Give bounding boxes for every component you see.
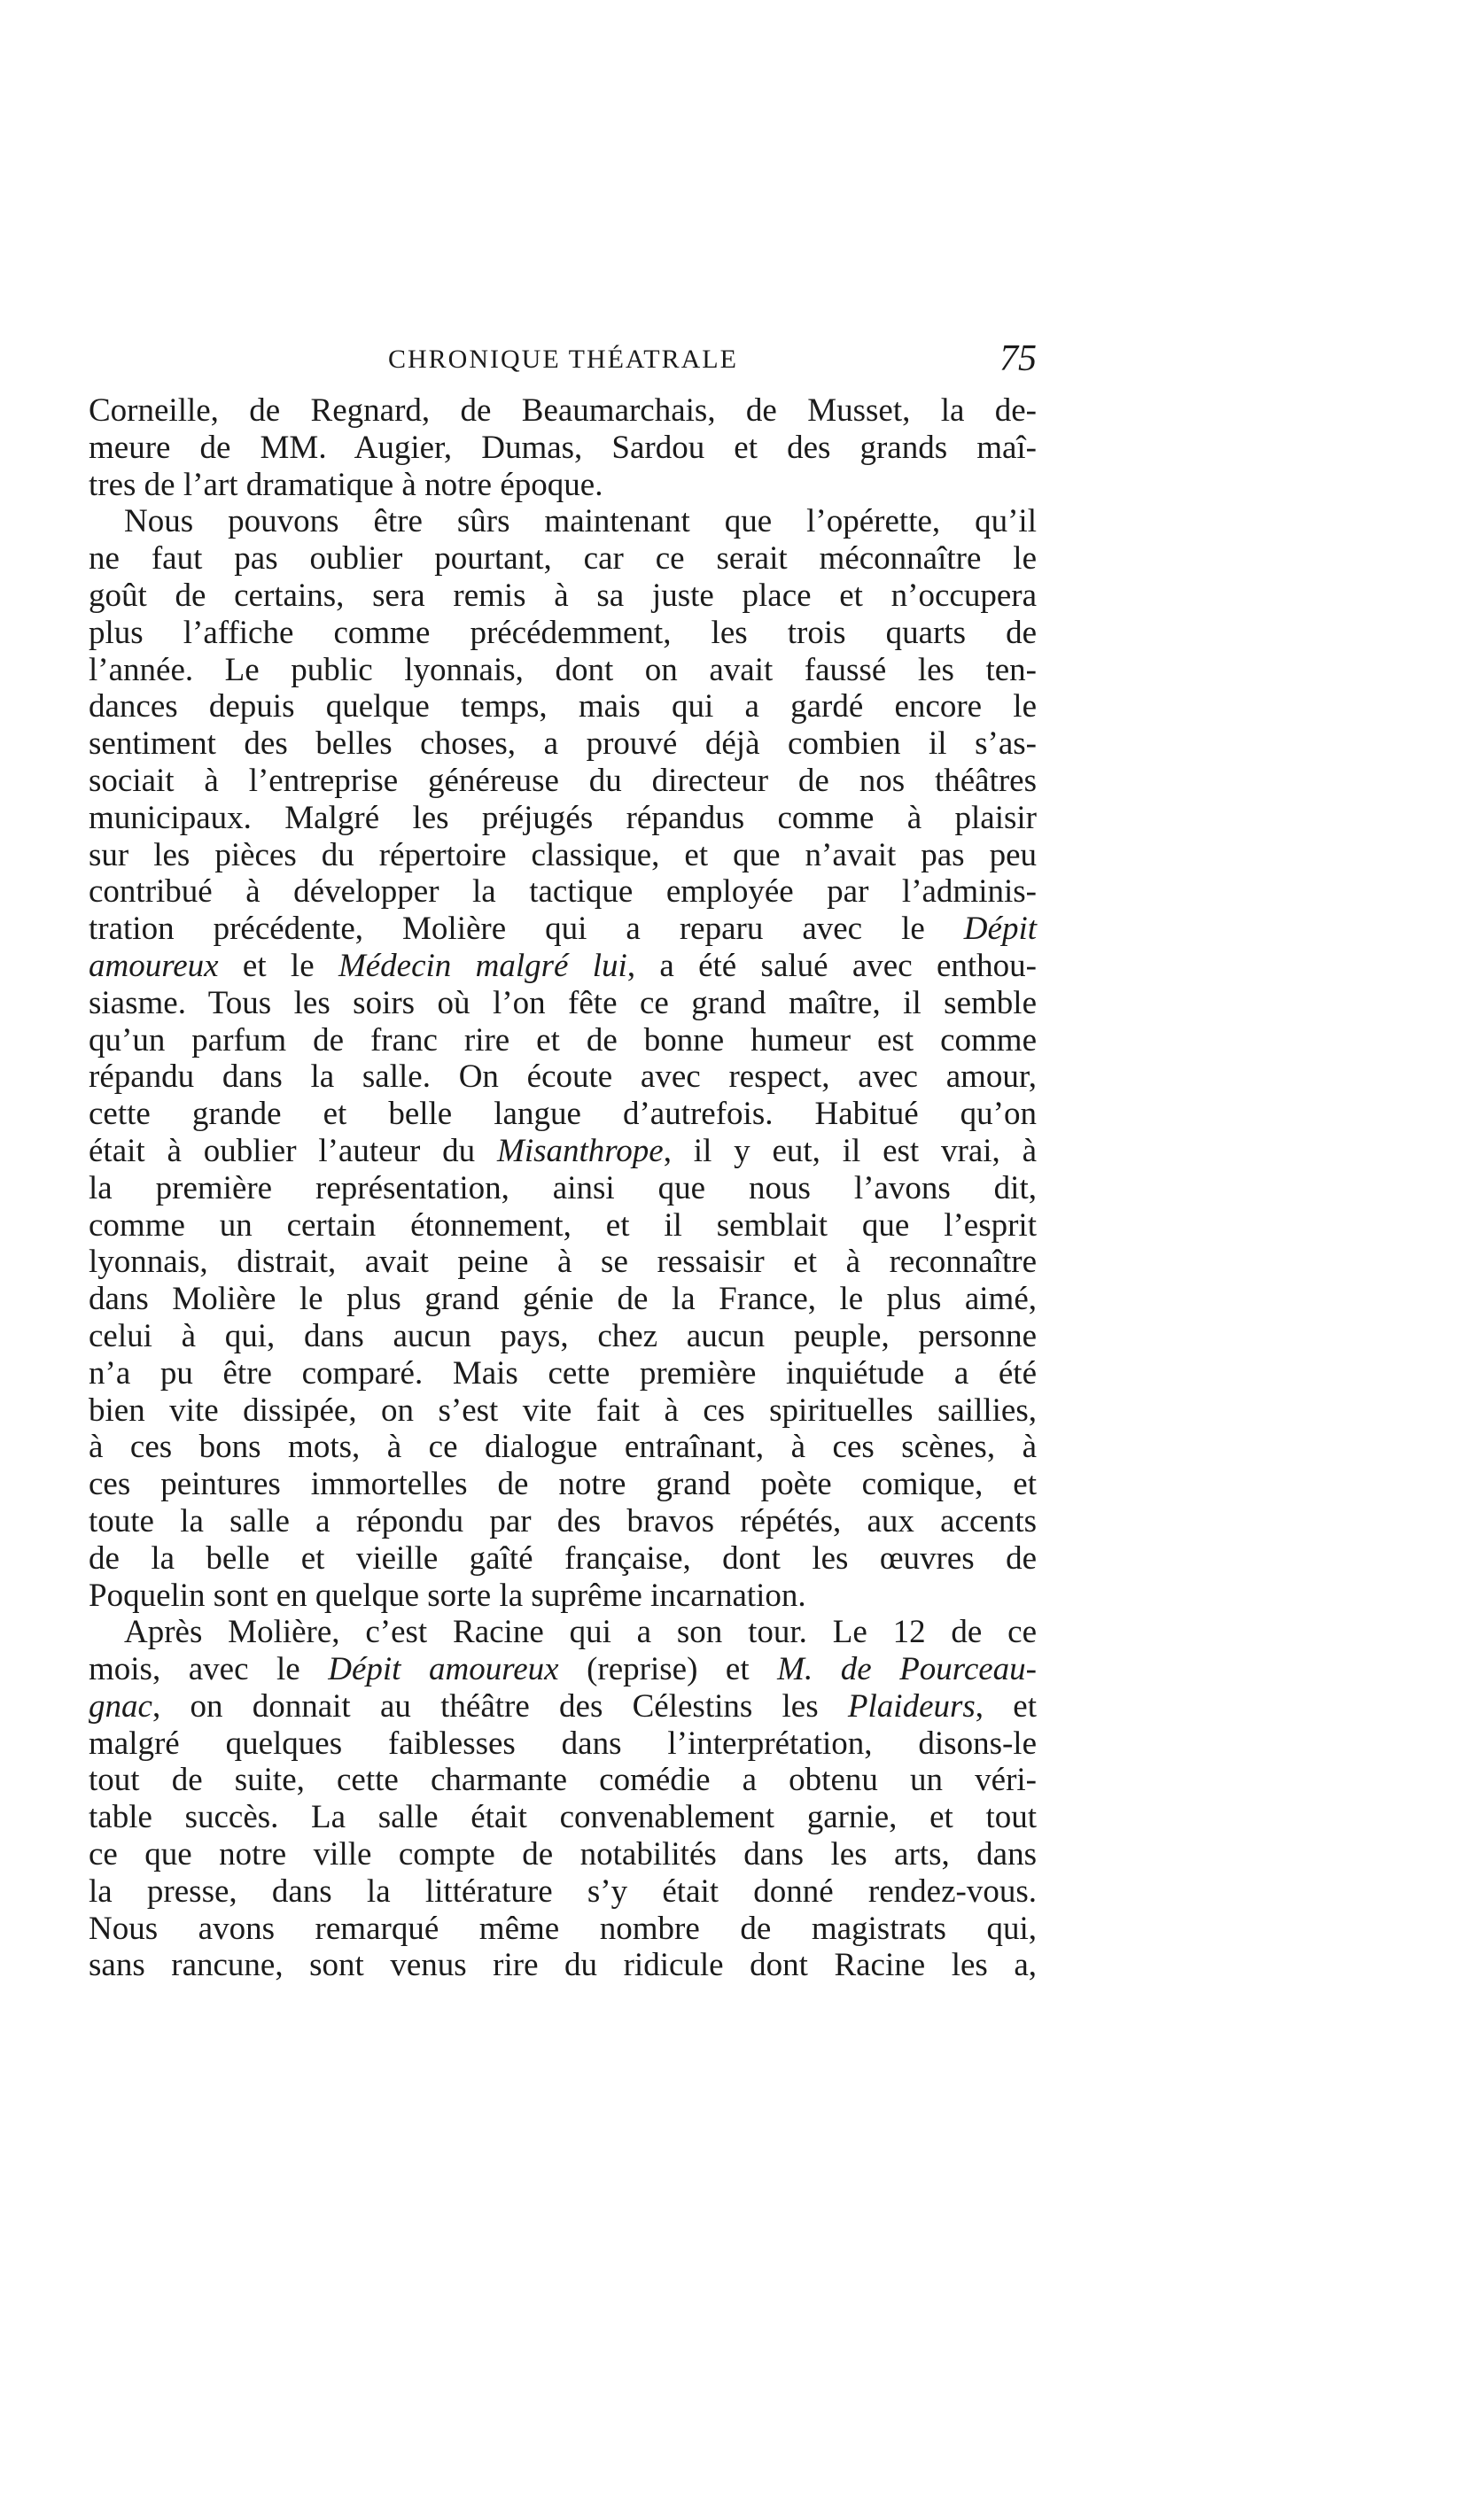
text-run: comme un certain étonnement, et il semblait que l’esprit — [89, 1206, 1037, 1244]
italic-title: gnac — [89, 1687, 152, 1725]
text-line — [89, 1578, 1037, 1615]
text-line — [89, 1058, 1037, 1096]
text-run: Nous pouvons être sûrs maintenant que l’opérette, qu’il — [124, 503, 1037, 540]
text-line — [89, 652, 1037, 689]
text-run: contribué à développer la tactique employée par l’adminis- — [89, 873, 1037, 911]
text-run: sentiment des belles choses, a prouvé déjà combien il s’as- — [89, 725, 1037, 763]
text-line — [89, 688, 1037, 725]
text-line — [89, 1836, 1037, 1873]
text-run: , on donnait au théâtre des Célestins les — [152, 1687, 848, 1725]
text-run: , et — [975, 1687, 1038, 1725]
text-run: sur les pièces du répertoire classique, et que n’avait pas peu — [89, 836, 1037, 873]
text-run: n’a pu être comparé. Mais cette première inquiétude a été — [89, 1354, 1037, 1392]
text-run: bien vite dissipée, on s’est vite fait à ces spirituelles saillies, — [89, 1392, 1037, 1429]
text-run: répandu dans la salle. On écoute avec respect, avec amour, — [89, 1058, 1037, 1096]
text-run: malgré quelques faiblesses dans l’interprétation, disons-le — [89, 1725, 1037, 1762]
text-line — [89, 725, 1037, 763]
text-line — [89, 1725, 1037, 1763]
text-line — [89, 1540, 1037, 1578]
text-line — [89, 540, 1037, 578]
text-run: toute la salle a répondu par des bravos répétés, aux accents — [89, 1502, 1037, 1539]
text-run: tres de l’art dramatique à notre époque. — [89, 466, 603, 503]
text-run: qu’un parfum de franc rire et de bonne humeur est comme — [89, 1021, 1037, 1058]
italic-title: M. de Pourceau- — [777, 1651, 1038, 1688]
text-line — [89, 1392, 1037, 1430]
text-line — [89, 1688, 1037, 1725]
text-line — [89, 1614, 1037, 1651]
text-line — [89, 503, 1037, 540]
text-line — [89, 1947, 1037, 1984]
italic-title: Médecin malgré lui — [338, 947, 627, 984]
text-line — [89, 1503, 1037, 1540]
body-text — [89, 392, 1037, 1984]
text-run: celui à qui, dans aucun pays, chez aucun peuple, personne — [89, 1317, 1037, 1354]
text-run: Corneille, de Regnard, de Beaumarchais, de Musset, la de- — [89, 392, 1037, 429]
text-run: l’année. Le public lyonnais, dont on avait faussé les ten- — [89, 651, 1037, 688]
text-run: tout de suite, cette charmante comédie a obtenu un véri- — [89, 1762, 1037, 1799]
text-line — [89, 800, 1037, 837]
text-run: sans rancune, sont venus rire du ridicule dont Racine les a, — [89, 1947, 1037, 1984]
text-run: à ces bons mots, à ce dialogue entraînant, à ces scènes, à — [89, 1429, 1037, 1466]
text-run: dans Molière le plus grand génie de la France, le plus aimé, — [89, 1281, 1037, 1318]
text-line — [89, 763, 1037, 800]
text-line — [89, 1799, 1037, 1836]
text-line — [89, 467, 1037, 504]
text-run: siasme. Tous les soirs où l’on fête ce grand maître, il semble — [89, 984, 1037, 1021]
text-run: ne faut pas oublier pourtant, car ce serait méconnaître le — [89, 540, 1037, 578]
text-line — [89, 1133, 1037, 1170]
text-run: municipaux. Malgré les préjugés répandus comme à plaisir — [89, 799, 1037, 836]
text-line — [89, 837, 1037, 874]
text-run: Après Molière, c’est Racine qui a son tour. Le 12 de ce — [124, 1614, 1037, 1651]
text-run: Poquelin sont en quelque sorte la suprême incarnation. — [89, 1577, 806, 1614]
text-line — [89, 1873, 1037, 1911]
text-run: table succès. La salle était convenablement garnie, et tout — [89, 1799, 1037, 1836]
italic-title: Plaideurs — [847, 1687, 976, 1725]
text-line — [89, 1096, 1037, 1133]
text-run: lyonnais, distrait, avait peine à se ressaisir et à reconnaître — [89, 1244, 1037, 1281]
italic-title: Dépit — [963, 911, 1037, 948]
italic-title: Dépit amoureux — [328, 1651, 559, 1688]
text-run: la première représentation, ainsi que nous l’avons dit, — [89, 1169, 1037, 1206]
italic-title: Misanthrope — [497, 1132, 664, 1169]
text-run: la presse, dans la littérature s’y était donné rendez-vous. — [89, 1873, 1037, 1910]
text-run: de la belle et vieille gaîté française, dont les œuvres de — [89, 1539, 1037, 1577]
text-run: était à oublier l’auteur du — [89, 1132, 497, 1169]
text-run: tration précédente, Molière qui a reparu avec le — [89, 911, 964, 948]
text-run: (reprise) et — [558, 1651, 778, 1688]
text-line — [89, 948, 1037, 985]
text-run: , il y eut, il est vrai, à — [663, 1132, 1037, 1169]
text-run: meure de MM. Augier, Dumas, Sardou et des grands maî- — [89, 429, 1037, 466]
text-line — [89, 873, 1037, 911]
text-run: goût de certains, sera remis à sa juste place et n’occupera — [89, 577, 1037, 614]
text-line — [89, 1651, 1037, 1688]
text-run: mois, avec le — [89, 1651, 329, 1688]
text-line — [89, 1355, 1037, 1392]
text-line — [89, 1170, 1037, 1207]
text-line — [89, 1429, 1037, 1466]
text-line — [89, 985, 1037, 1022]
text-run: et le — [218, 947, 338, 984]
running-title: CHRONIQUE THÉATRALE — [388, 345, 738, 374]
text-line — [89, 1281, 1037, 1318]
text-line — [89, 1244, 1037, 1281]
text-line — [89, 1022, 1037, 1059]
text-run: ce que notre ville compte de notabilités dans les arts, dans — [89, 1836, 1037, 1873]
text-run: Nous avons remarqué même nombre de magistrats qui, — [89, 1910, 1037, 1947]
text-line — [89, 615, 1037, 652]
text-line — [89, 392, 1037, 430]
page-number: 75 — [999, 338, 1037, 379]
text-line — [89, 911, 1037, 948]
text-line — [89, 1466, 1037, 1503]
text-line — [89, 430, 1037, 467]
page-header — [89, 338, 1037, 394]
italic-title: amoureux — [89, 947, 219, 984]
text-run: ces peintures immortelles de notre grand poète comique, et — [89, 1466, 1037, 1503]
text-line — [89, 1762, 1037, 1799]
text-run: , a été salué avec enthou- — [626, 947, 1037, 984]
text-run: dances depuis quelque temps, mais qui a gardé encore le — [89, 688, 1037, 725]
text-run: plus l’affiche comme précédemment, les trois quarts de — [89, 614, 1037, 651]
text-line — [89, 1207, 1037, 1244]
text-run: sociait à l’entreprise généreuse du directeur de nos théâtres — [89, 762, 1037, 799]
text-line — [89, 1911, 1037, 1948]
text-run: cette grande et belle langue d’autrefois. Habitué qu’on — [89, 1096, 1037, 1133]
text-line — [89, 1318, 1037, 1355]
text-line — [89, 578, 1037, 615]
